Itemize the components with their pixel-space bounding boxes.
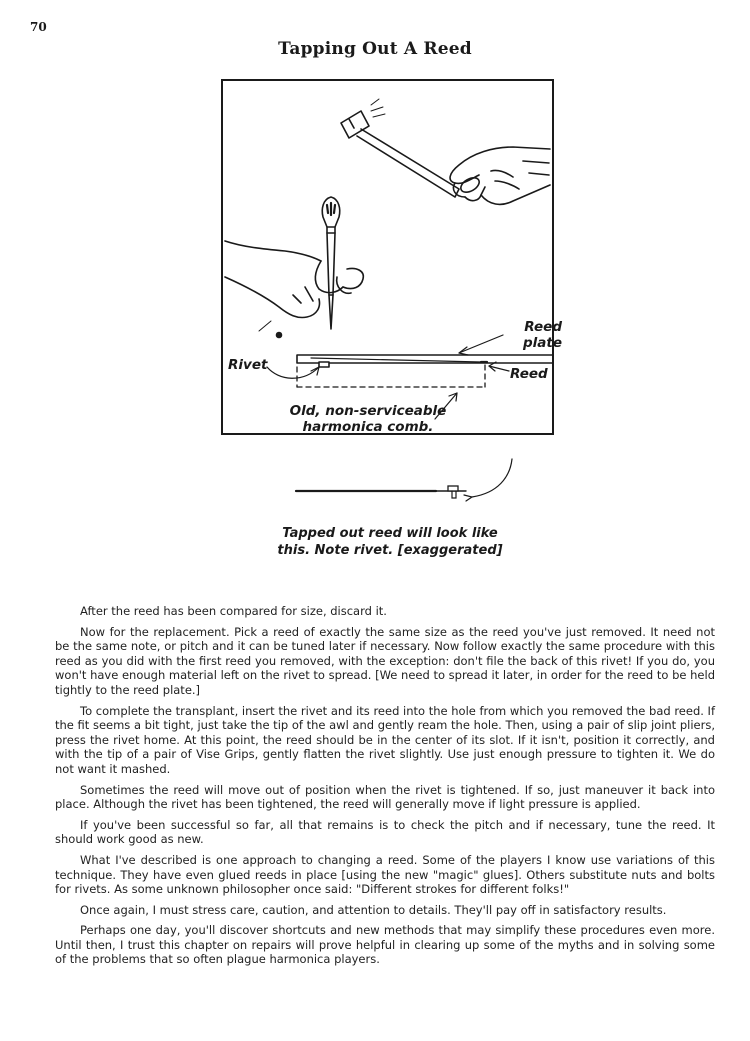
reed-plate-label-line-1: Reed <box>524 319 562 335</box>
paragraph: After the reed has been compared for size, discard it. <box>80 604 387 618</box>
paragraph: Once again, I must stress care, caution, and attention to details. They'll pay off in satisfactory results. <box>80 902 667 917</box>
reed-plate-label-line-2: plate <box>522 335 562 351</box>
caption-line-1: Tapped out reed will look like <box>282 526 498 541</box>
page-number: 70 <box>30 20 47 34</box>
paragraph: What I've described is one approach to changing a reed. Some of the players I know use variations of this technique. They have even glued reeds in place [using the new "magic" glues]. Others substitute nuts and bolts for rivets. As some unknown philosopher once said: "Different strokes for different folks!" <box>55 852 715 897</box>
paragraph: Sometimes the reed will move out of position when the rivet is tightened. If so, just maneuver it back into place. Although the rivet has been tightened, the reed will generally move if light pressure is applied. <box>55 782 715 812</box>
hammer-icon <box>341 99 459 197</box>
caption-line-2: this. Note rivet. [exaggerated] <box>277 543 503 558</box>
figure-caption <box>240 525 540 559</box>
body-text <box>55 604 715 973</box>
illustration-frame <box>221 79 562 435</box>
paragraph: Perhaps one day, you'll discover shortcuts and new methods that may simplify these procedures even more. Until then, I trust this chapter on repairs will prove helpful in clearing up some of the myths and in solving some of the problems that so often plague harmonica players. <box>55 923 715 967</box>
right-hand-icon <box>450 147 550 204</box>
tapping-illustration <box>223 81 552 433</box>
left-hand-icon <box>225 241 363 338</box>
awl-icon <box>322 197 339 329</box>
tapped-reed-sketch <box>290 455 520 515</box>
paragraph: To complete the transplant, insert the rivet and its reed into the hole from which you removed the bad reed. If the fit seems a bit tight, just take the tip of the awl and gently ream the hole. Then, using a pair of slip joint pliers, press the rivet home. At this point, the reed should be in the center of its slot. If it isn't, position it correctly, and with the tip of a pair of Vise Grips, gently flatten the rivet slightly. Use just enough pressure to tighten it. We do not want it mashed. <box>55 703 715 776</box>
paragraph: If you've been successful so far, all that remains is to check the pitch and if necessary, tune the reed. It should work good as new. <box>55 817 715 847</box>
reed-label: Reed <box>510 366 548 382</box>
paragraph: Now for the replacement. Pick a reed of exactly the same size as the reed you've just removed. It need not be the same note, or pitch and it can be tuned later if necessary. Now follow exactly the same procedure with this reed as you did with the first reed you removed, with the exception: don't file the back of this rivet! If you do, you won't have enough material left on the rivet to spread. [We need to spread it later, in order for the reed to be held tightly to the reed plate.] <box>55 624 715 697</box>
comb-label-line-2: harmonica comb. <box>302 419 434 435</box>
harmonica-comb-icon <box>297 365 485 387</box>
comb-label-line-1: Old, non-serviceable <box>289 403 447 419</box>
rivet-label: Rivet <box>228 357 268 373</box>
comb-label <box>283 403 453 435</box>
reed-plate-label <box>512 319 562 351</box>
page-title: Tapping Out A Reed <box>278 39 472 59</box>
